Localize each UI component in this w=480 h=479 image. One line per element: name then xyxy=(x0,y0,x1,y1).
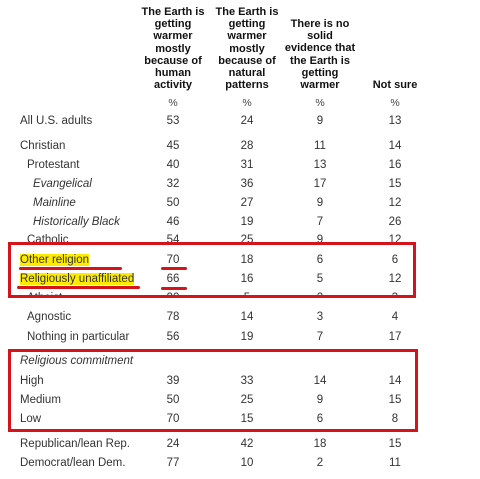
cell-value: 12 xyxy=(388,197,402,209)
clip-mask-atheist xyxy=(0,298,480,302)
cell-value: 14 xyxy=(388,140,402,152)
cell-value: 6 xyxy=(391,254,399,266)
table-row xyxy=(0,176,480,196)
column-header-line: getting xyxy=(154,18,192,31)
cell-value: 12 xyxy=(388,234,402,246)
cell-value: 3 xyxy=(316,311,324,323)
cell-value: 6 xyxy=(316,413,324,425)
column-header-line: evidence that xyxy=(284,42,356,55)
row-label: Protestant xyxy=(27,159,80,171)
cell-value: 14 xyxy=(388,375,402,387)
cell-value: 24 xyxy=(240,115,254,127)
column-header-line: natural xyxy=(228,67,266,80)
cell-value: 45 xyxy=(166,140,180,152)
cell-value: 25 xyxy=(240,394,254,406)
column-header-line: because of xyxy=(144,54,202,67)
cell-value: 9 xyxy=(316,197,324,209)
cell-value: 15 xyxy=(240,413,254,425)
cell-value: 31 xyxy=(240,159,254,171)
unit-label: % xyxy=(390,97,400,109)
column-header-line: getting xyxy=(301,66,339,79)
cell-value: 77 xyxy=(166,457,180,469)
column-header-line: The Earth is xyxy=(141,6,205,18)
table-row xyxy=(0,309,480,329)
cell-value: 27 xyxy=(240,197,254,209)
section-label: Religious commitment xyxy=(20,355,134,367)
cell-value: 2 xyxy=(316,457,324,469)
row-label: Mainline xyxy=(33,197,76,209)
column-header-line: activity xyxy=(154,79,192,92)
cell-value: 14 xyxy=(313,375,327,387)
cell-value: 7 xyxy=(316,216,324,228)
cell-value: 11 xyxy=(314,140,326,152)
cell-value: 16 xyxy=(388,159,402,171)
cell-value: 7 xyxy=(316,331,324,343)
cell-value: 42 xyxy=(240,438,254,450)
row-label: Agnostic xyxy=(27,311,72,323)
row-label: Low xyxy=(20,413,42,425)
cell-value: 24 xyxy=(166,438,180,450)
cell-value: 5 xyxy=(316,273,324,285)
table-row xyxy=(0,195,480,215)
cell-value: 18 xyxy=(313,438,327,450)
cell-value: 32 xyxy=(166,178,180,190)
column-header xyxy=(354,79,436,91)
cell-value: 39 xyxy=(166,375,180,387)
column-header-line: Not sure xyxy=(372,79,418,91)
row-label: Republican/lean Rep. xyxy=(20,438,130,450)
column-header-line: patterns xyxy=(225,79,269,92)
cell-value: 50 xyxy=(166,197,180,209)
row-label: Christian xyxy=(20,140,66,152)
cell-value: 53 xyxy=(166,115,180,127)
cell-value: 56 xyxy=(166,331,180,343)
annotation-box-other-religion-border xyxy=(8,242,416,298)
cell-value: 28 xyxy=(240,140,254,152)
unit-label: % xyxy=(242,97,252,109)
cell-value: 36 xyxy=(240,178,254,190)
column-header-line: the Earth is xyxy=(290,54,350,67)
column-header-line: warmer xyxy=(227,30,267,43)
column-header-line: warmer xyxy=(300,79,340,92)
column-header-line: because of xyxy=(218,54,276,67)
table-row xyxy=(0,214,480,234)
cell-value: 78 xyxy=(166,311,180,323)
cell-value: 25 xyxy=(240,234,254,246)
cell-value: 54 xyxy=(166,234,180,246)
cell-value: 16 xyxy=(240,273,254,285)
column-header-line: mostly xyxy=(229,42,265,55)
cell-value: 17 xyxy=(313,178,327,190)
cell-value: 19 xyxy=(240,216,254,228)
table-row xyxy=(0,138,480,158)
unit-label: % xyxy=(168,97,178,109)
cell-value: 40 xyxy=(166,159,180,171)
cell-value: 6 xyxy=(316,254,324,266)
row-label: Religiously unaffiliated xyxy=(20,273,135,285)
table-row xyxy=(0,455,480,475)
cell-value: 26 xyxy=(388,216,402,228)
unit-label: % xyxy=(315,97,325,109)
column-header xyxy=(279,18,361,91)
row-label: Nothing in particular xyxy=(27,331,130,343)
cell-value: 15 xyxy=(388,178,402,190)
column-header-line: getting xyxy=(228,18,266,31)
cell-value: 4 xyxy=(391,311,399,323)
cell-value: 13 xyxy=(313,159,327,171)
table-row xyxy=(0,157,480,177)
annotation-box-religious-commitment-border xyxy=(8,349,418,432)
column-header-line: mostly xyxy=(155,42,191,55)
cell-value: 9 xyxy=(316,115,324,127)
cell-value: 13 xyxy=(388,115,402,127)
cell-value: 9 xyxy=(316,234,324,246)
column-header-line: warmer xyxy=(153,30,193,43)
column-header-line: solid xyxy=(307,30,333,43)
cell-value: 15 xyxy=(388,394,402,406)
row-label: High xyxy=(20,375,44,387)
cell-value: 66 xyxy=(166,273,180,285)
cell-value: 12 xyxy=(388,273,402,285)
table-row xyxy=(0,436,480,456)
cell-value: 70 xyxy=(166,413,180,425)
column-header xyxy=(132,6,214,91)
row-label: Evangelical xyxy=(33,178,92,190)
cell-value: 9 xyxy=(316,394,324,406)
cell-value: 70 xyxy=(166,254,180,266)
table-row xyxy=(0,113,480,133)
cell-value: 8 xyxy=(391,413,399,425)
cell-value: 18 xyxy=(240,254,254,266)
cell-value: 33 xyxy=(240,375,254,387)
column-header-line: The Earth is xyxy=(215,6,279,18)
cell-value: 10 xyxy=(240,457,254,469)
row-label: Catholic xyxy=(27,234,69,246)
cell-value: 19 xyxy=(240,331,254,343)
row-label: Medium xyxy=(20,394,61,406)
cell-value: 11 xyxy=(389,457,401,469)
row-label: Other religion xyxy=(20,254,90,266)
table-row xyxy=(0,329,480,349)
cell-value: 17 xyxy=(388,331,402,343)
column-header xyxy=(206,6,288,91)
cell-value: 50 xyxy=(166,394,180,406)
row-label: All U.S. adults xyxy=(20,115,93,127)
row-label: Democrat/lean Dem. xyxy=(20,457,126,469)
column-header-line: human xyxy=(154,67,192,80)
column-header-line: There is no xyxy=(290,18,350,30)
cell-value: 14 xyxy=(240,311,254,323)
row-label: Historically Black xyxy=(33,216,120,228)
cell-value: 46 xyxy=(166,216,180,228)
cell-value: 15 xyxy=(388,438,402,450)
